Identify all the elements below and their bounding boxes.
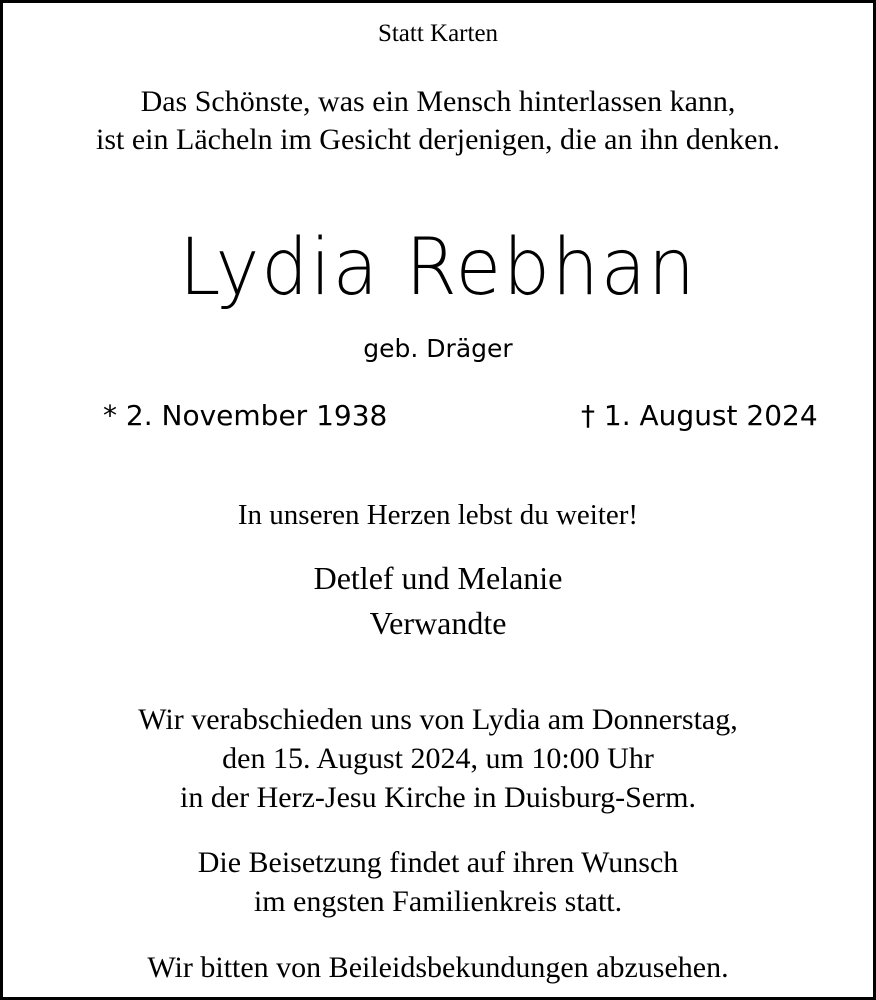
quote-line-2: ist ein Lächeln im Gesicht derjenigen, die an ihn denken. — [96, 123, 780, 156]
header-text: Statt Karten — [377, 20, 499, 47]
closing-note: Wir bitten von Beileidsbekundungen abzusehen. — [147, 951, 729, 984]
maiden-name: geb. Dräger — [363, 334, 513, 363]
service-line-1: Wir verabschieden uns von Lydia am Donnerstag, — [138, 703, 738, 736]
mourners-line-1: Detlef und Melanie — [313, 560, 563, 596]
mourners-line-2: Verwandte — [369, 605, 507, 641]
service-line-2: den 15. August 2024, um 10:00 Uhr — [222, 742, 654, 775]
service-line-3: in der Herz-Jesu Kirche in Duisburg-Serm. — [180, 781, 696, 814]
death-date: † 1. August 2024 — [581, 399, 818, 432]
motto: In unseren Herzen lebst du weiter! — [237, 499, 639, 531]
quote-line-1: Das Schönste, was ein Mensch hinterlassen kann, — [140, 85, 736, 118]
burial-line-2: im engsten Familienkreis statt. — [253, 885, 623, 918]
deceased-name: Lydia Rebhan — [179, 223, 697, 313]
burial-line-1: Die Beisetzung findet auf ihren Wunsch — [197, 846, 679, 879]
birth-date: * 2. November 1938 — [103, 399, 388, 432]
